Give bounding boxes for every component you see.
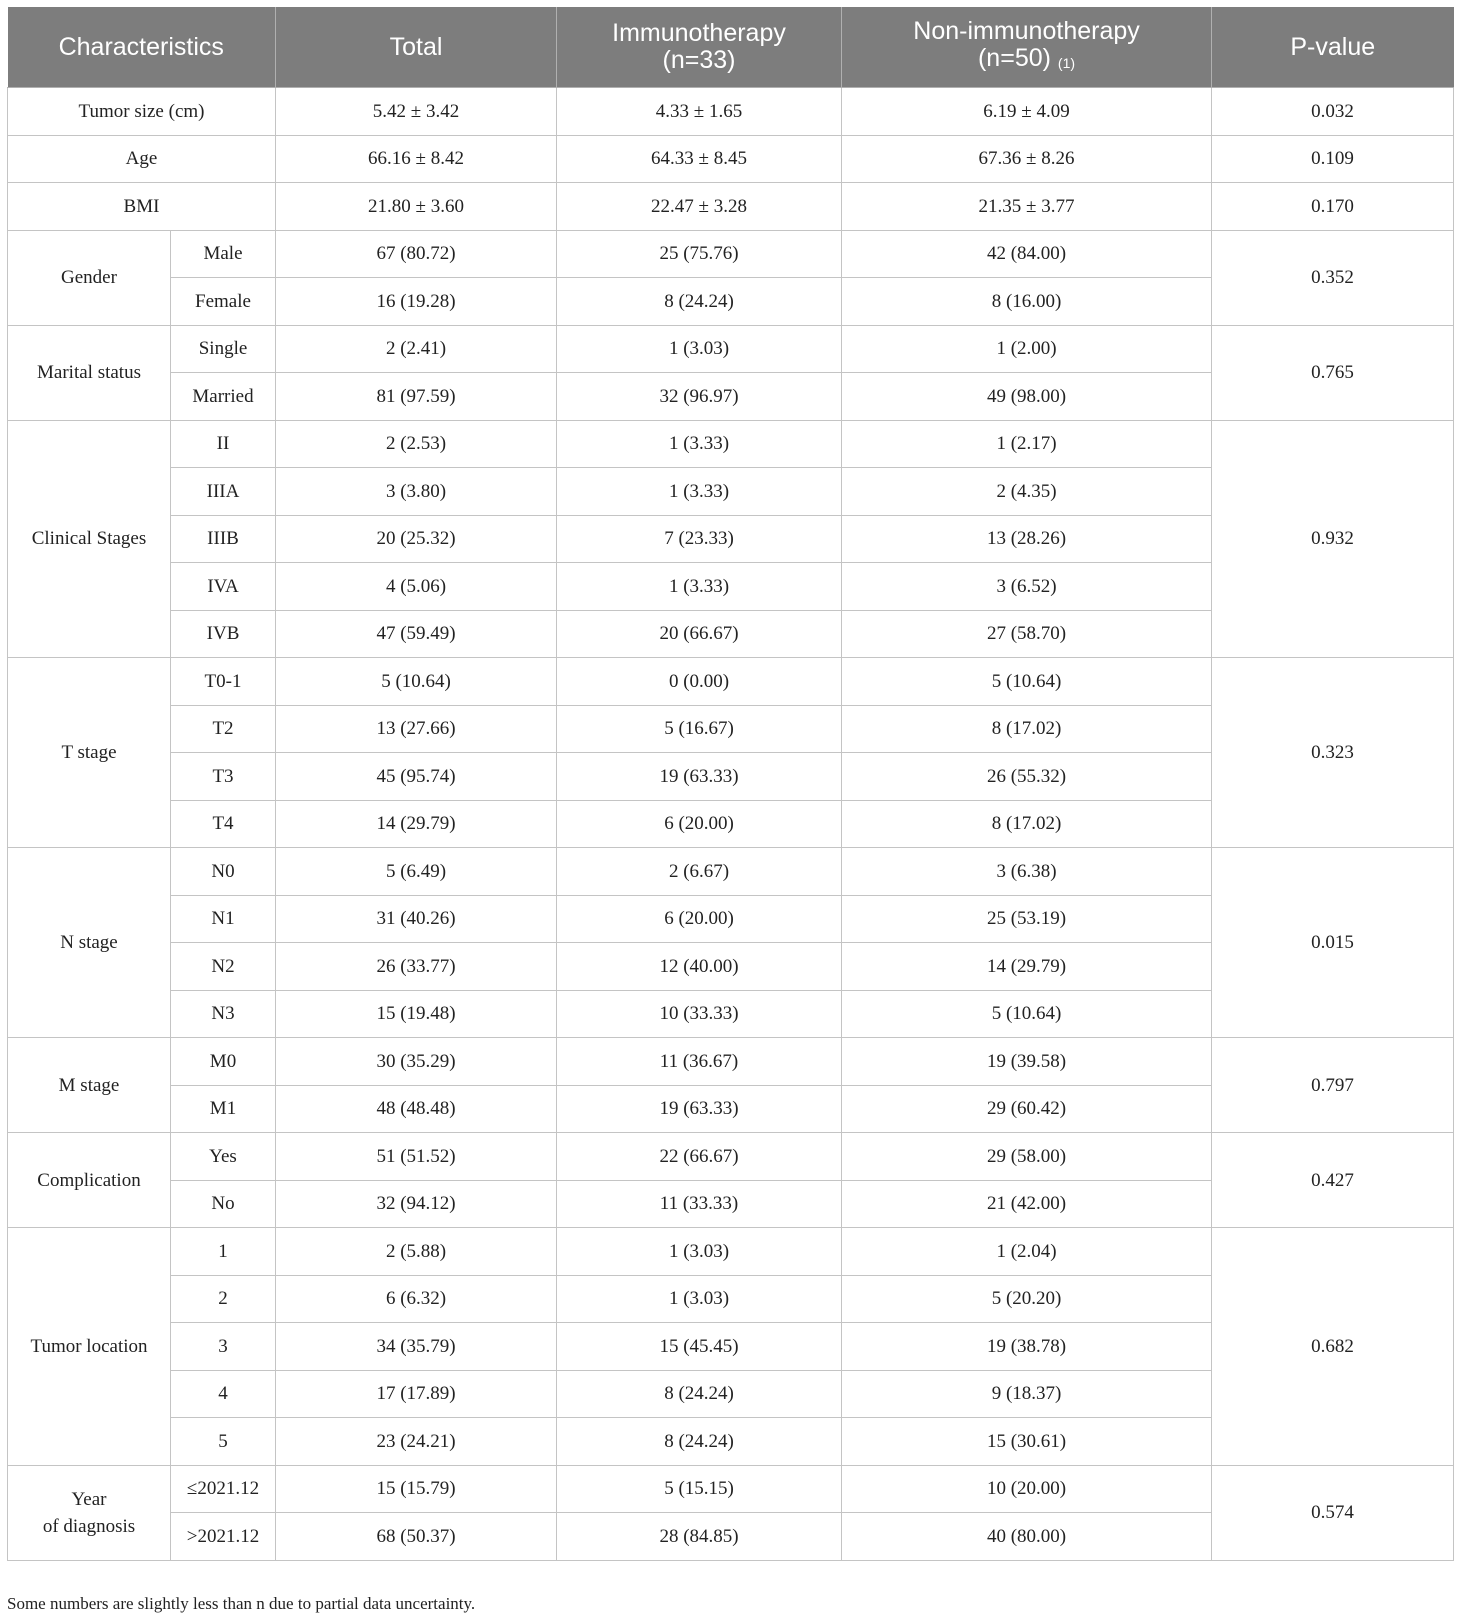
- non-immunotherapy-cell: 13 (28.26): [842, 515, 1212, 563]
- sub-label: Single: [171, 325, 276, 373]
- non-immunotherapy-cell: 6.19 ± 4.09: [842, 88, 1212, 136]
- immunotherapy-cell: 2 (6.67): [557, 848, 842, 896]
- immunotherapy-cell: 19 (63.33): [557, 753, 842, 801]
- total-cell: 32 (94.12): [276, 1180, 557, 1228]
- p-value-cell: 0.682: [1212, 1228, 1454, 1466]
- non-immunotherapy-cell: 5 (10.64): [842, 658, 1212, 706]
- non-immunotherapy-cell: 1 (2.17): [842, 420, 1212, 468]
- row-label: Age: [8, 135, 276, 183]
- immunotherapy-cell: 1 (3.33): [557, 420, 842, 468]
- sub-label: 4: [171, 1370, 276, 1418]
- sub-label: T2: [171, 705, 276, 753]
- sub-label: 5: [171, 1418, 276, 1466]
- non-immunotherapy-cell: 3 (6.38): [842, 848, 1212, 896]
- sub-label: 1: [171, 1228, 276, 1276]
- total-cell: 17 (17.89): [276, 1370, 557, 1418]
- total-cell: 48 (48.48): [276, 1085, 557, 1133]
- immunotherapy-cell: 8 (24.24): [557, 1370, 842, 1418]
- row-label: Tumor size (cm): [8, 88, 276, 136]
- immunotherapy-cell: 6 (20.00): [557, 800, 842, 848]
- immunotherapy-cell: 22 (66.67): [557, 1133, 842, 1181]
- non-immunotherapy-cell: 1 (2.00): [842, 325, 1212, 373]
- sub-label: N2: [171, 943, 276, 991]
- p-value-cell: 0.797: [1212, 1038, 1454, 1133]
- sub-label: N1: [171, 895, 276, 943]
- non-immunotherapy-cell: 40 (80.00): [842, 1513, 1212, 1561]
- header-total: Total: [276, 7, 557, 88]
- immunotherapy-cell: 1 (3.33): [557, 468, 842, 516]
- sub-label: IVA: [171, 563, 276, 611]
- sub-label: IVB: [171, 610, 276, 658]
- sub-label: Married: [171, 373, 276, 421]
- total-cell: 31 (40.26): [276, 895, 557, 943]
- immunotherapy-cell: 7 (23.33): [557, 515, 842, 563]
- header-immunotherapy-name: Immunotherapy: [612, 19, 786, 47]
- sub-label: No: [171, 1180, 276, 1228]
- immunotherapy-cell: 5 (16.67): [557, 705, 842, 753]
- group-label: Marital status: [8, 325, 171, 420]
- table-row: [8, 325, 1454, 373]
- non-immunotherapy-cell: 19 (39.58): [842, 1038, 1212, 1086]
- immunotherapy-cell: 8 (24.24): [557, 1418, 842, 1466]
- immunotherapy-cell: 25 (75.76): [557, 230, 842, 278]
- p-value-cell: 0.170: [1212, 183, 1454, 231]
- immunotherapy-cell: 0 (0.00): [557, 658, 842, 706]
- immunotherapy-cell: 64.33 ± 8.45: [557, 135, 842, 183]
- table-row: [8, 848, 1454, 896]
- total-cell: 66.16 ± 8.42: [276, 135, 557, 183]
- total-cell: 16 (19.28): [276, 278, 557, 326]
- total-cell: 5 (6.49): [276, 848, 557, 896]
- immunotherapy-cell: 6 (20.00): [557, 895, 842, 943]
- total-cell: 2 (5.88): [276, 1228, 557, 1276]
- table-row: [8, 420, 1454, 468]
- sub-label: T4: [171, 800, 276, 848]
- characteristics-table: [7, 7, 1454, 1561]
- non-immunotherapy-cell: 29 (58.00): [842, 1133, 1212, 1181]
- sub-label: T3: [171, 753, 276, 801]
- group-label-line: Year: [71, 1488, 107, 1510]
- non-immunotherapy-cell: 5 (10.64): [842, 990, 1212, 1038]
- total-cell: 34 (35.79): [276, 1323, 557, 1371]
- group-label: T stage: [8, 658, 171, 848]
- immunotherapy-cell: 32 (96.97): [557, 373, 842, 421]
- sub-label: Yes: [171, 1133, 276, 1181]
- group-label: Clinical Stages: [8, 420, 171, 658]
- immunotherapy-cell: 1 (3.03): [557, 1228, 842, 1276]
- immunotherapy-cell: 19 (63.33): [557, 1085, 842, 1133]
- table-row: [8, 1133, 1454, 1181]
- p-value-cell: 0.427: [1212, 1133, 1454, 1228]
- group-label: Tumor location: [8, 1228, 171, 1466]
- immunotherapy-cell: 1 (3.33): [557, 563, 842, 611]
- sub-label: >2021.12: [171, 1513, 276, 1561]
- header-characteristics: Characteristics: [8, 7, 276, 88]
- sub-label: Male: [171, 230, 276, 278]
- immunotherapy-cell: 11 (33.33): [557, 1180, 842, 1228]
- total-cell: 15 (15.79): [276, 1465, 557, 1513]
- non-immunotherapy-cell: 21.35 ± 3.77: [842, 183, 1212, 231]
- total-cell: 5.42 ± 3.42: [276, 88, 557, 136]
- non-immunotherapy-cell: 29 (60.42): [842, 1085, 1212, 1133]
- header-immunotherapy: [557, 7, 842, 88]
- group-label: Gender: [8, 230, 171, 325]
- immunotherapy-cell: 28 (84.85): [557, 1513, 842, 1561]
- group-label-line: of diagnosis: [42, 1515, 136, 1537]
- sub-label: ≤2021.12: [171, 1465, 276, 1513]
- header-non-immunotherapy-n: (n=50): [977, 43, 1051, 72]
- table-row: [8, 183, 1454, 231]
- table-row: [8, 230, 1454, 278]
- table-row: [8, 135, 1454, 183]
- non-immunotherapy-cell: 19 (38.78): [842, 1323, 1212, 1371]
- total-cell: 81 (97.59): [276, 373, 557, 421]
- non-immunotherapy-cell: 1 (2.04): [842, 1228, 1212, 1276]
- total-cell: 2 (2.53): [276, 420, 557, 468]
- sub-label: M0: [171, 1038, 276, 1086]
- total-cell: 14 (29.79): [276, 800, 557, 848]
- p-value-cell: 0.574: [1212, 1465, 1454, 1560]
- immunotherapy-cell: 22.47 ± 3.28: [557, 183, 842, 231]
- total-cell: 20 (25.32): [276, 515, 557, 563]
- sub-label: 2: [171, 1275, 276, 1323]
- p-value-cell: 0.109: [1212, 135, 1454, 183]
- header-non-immunotherapy: [842, 7, 1212, 88]
- sub-label: N3: [171, 990, 276, 1038]
- sub-label: II: [171, 420, 276, 468]
- header-non-immunotherapy-name: Non-immunotherapy: [913, 16, 1140, 45]
- p-value-cell: 0.932: [1212, 420, 1454, 658]
- table-footnote: Some numbers are slightly less than n due to partial data uncertainty.: [7, 1594, 476, 1613]
- total-cell: 30 (35.29): [276, 1038, 557, 1086]
- table-row: [8, 88, 1454, 136]
- sub-label: 3: [171, 1323, 276, 1371]
- p-value-cell: 0.032: [1212, 88, 1454, 136]
- total-cell: 15 (19.48): [276, 990, 557, 1038]
- row-label: BMI: [8, 183, 276, 231]
- header-p-value: P-value: [1212, 7, 1454, 88]
- non-immunotherapy-cell: 67.36 ± 8.26: [842, 135, 1212, 183]
- p-value-cell: 0.015: [1212, 848, 1454, 1038]
- group-label: M stage: [8, 1038, 171, 1133]
- immunotherapy-cell: 12 (40.00): [557, 943, 842, 991]
- sub-label: M1: [171, 1085, 276, 1133]
- immunotherapy-cell: 20 (66.67): [557, 610, 842, 658]
- p-value-cell: 0.765: [1212, 325, 1454, 420]
- non-immunotherapy-cell: 5 (20.20): [842, 1275, 1212, 1323]
- non-immunotherapy-cell: 10 (20.00): [842, 1465, 1212, 1513]
- table-container: [7, 7, 1453, 1561]
- immunotherapy-cell: 8 (24.24): [557, 278, 842, 326]
- non-immunotherapy-cell: 27 (58.70): [842, 610, 1212, 658]
- p-value-cell: 0.323: [1212, 658, 1454, 848]
- total-cell: 26 (33.77): [276, 943, 557, 991]
- non-immunotherapy-cell: 14 (29.79): [842, 943, 1212, 991]
- group-label: Complication: [8, 1133, 171, 1228]
- non-immunotherapy-cell: 26 (55.32): [842, 753, 1212, 801]
- total-cell: 2 (2.41): [276, 325, 557, 373]
- group-label: N stage: [8, 848, 171, 1038]
- immunotherapy-cell: 4.33 ± 1.65: [557, 88, 842, 136]
- header-row: [8, 7, 1454, 88]
- total-cell: 68 (50.37): [276, 1513, 557, 1561]
- total-cell: 67 (80.72): [276, 230, 557, 278]
- non-immunotherapy-cell: 42 (84.00): [842, 230, 1212, 278]
- table-body: [8, 88, 1454, 1561]
- immunotherapy-cell: 1 (3.03): [557, 325, 842, 373]
- total-cell: 6 (6.32): [276, 1275, 557, 1323]
- immunotherapy-cell: 1 (3.03): [557, 1275, 842, 1323]
- total-cell: 23 (24.21): [276, 1418, 557, 1466]
- table-row: [8, 1228, 1454, 1276]
- total-cell: 45 (95.74): [276, 753, 557, 801]
- immunotherapy-cell: 5 (15.15): [557, 1465, 842, 1513]
- table-row: [8, 1465, 1454, 1513]
- non-immunotherapy-cell: 8 (17.02): [842, 800, 1212, 848]
- non-immunotherapy-cell: 25 (53.19): [842, 895, 1212, 943]
- total-cell: 51 (51.52): [276, 1133, 557, 1181]
- header-footnote-marker: (1): [1057, 54, 1076, 71]
- sub-label: Female: [171, 278, 276, 326]
- non-immunotherapy-cell: 21 (42.00): [842, 1180, 1212, 1228]
- immunotherapy-cell: 11 (36.67): [557, 1038, 842, 1086]
- total-cell: 4 (5.06): [276, 563, 557, 611]
- group-label: [8, 1465, 171, 1560]
- table-row: [8, 658, 1454, 706]
- total-cell: 47 (59.49): [276, 610, 557, 658]
- non-immunotherapy-cell: 3 (6.52): [842, 563, 1212, 611]
- non-immunotherapy-cell: 8 (16.00): [842, 278, 1212, 326]
- immunotherapy-cell: 15 (45.45): [557, 1323, 842, 1371]
- total-cell: 3 (3.80): [276, 468, 557, 516]
- sub-label: IIIA: [171, 468, 276, 516]
- total-cell: 21.80 ± 3.60: [276, 183, 557, 231]
- sub-label: IIIB: [171, 515, 276, 563]
- sub-label: N0: [171, 848, 276, 896]
- non-immunotherapy-cell: 8 (17.02): [842, 705, 1212, 753]
- sub-label: T0-1: [171, 658, 276, 706]
- immunotherapy-cell: 10 (33.33): [557, 990, 842, 1038]
- non-immunotherapy-cell: 15 (30.61): [842, 1418, 1212, 1466]
- table-row: [8, 1038, 1454, 1086]
- p-value-cell: 0.352: [1212, 230, 1454, 325]
- header-immunotherapy-n: (n=33): [662, 46, 736, 74]
- total-cell: 13 (27.66): [276, 705, 557, 753]
- total-cell: 5 (10.64): [276, 658, 557, 706]
- non-immunotherapy-cell: 9 (18.37): [842, 1370, 1212, 1418]
- non-immunotherapy-cell: 2 (4.35): [842, 468, 1212, 516]
- non-immunotherapy-cell: 49 (98.00): [842, 373, 1212, 421]
